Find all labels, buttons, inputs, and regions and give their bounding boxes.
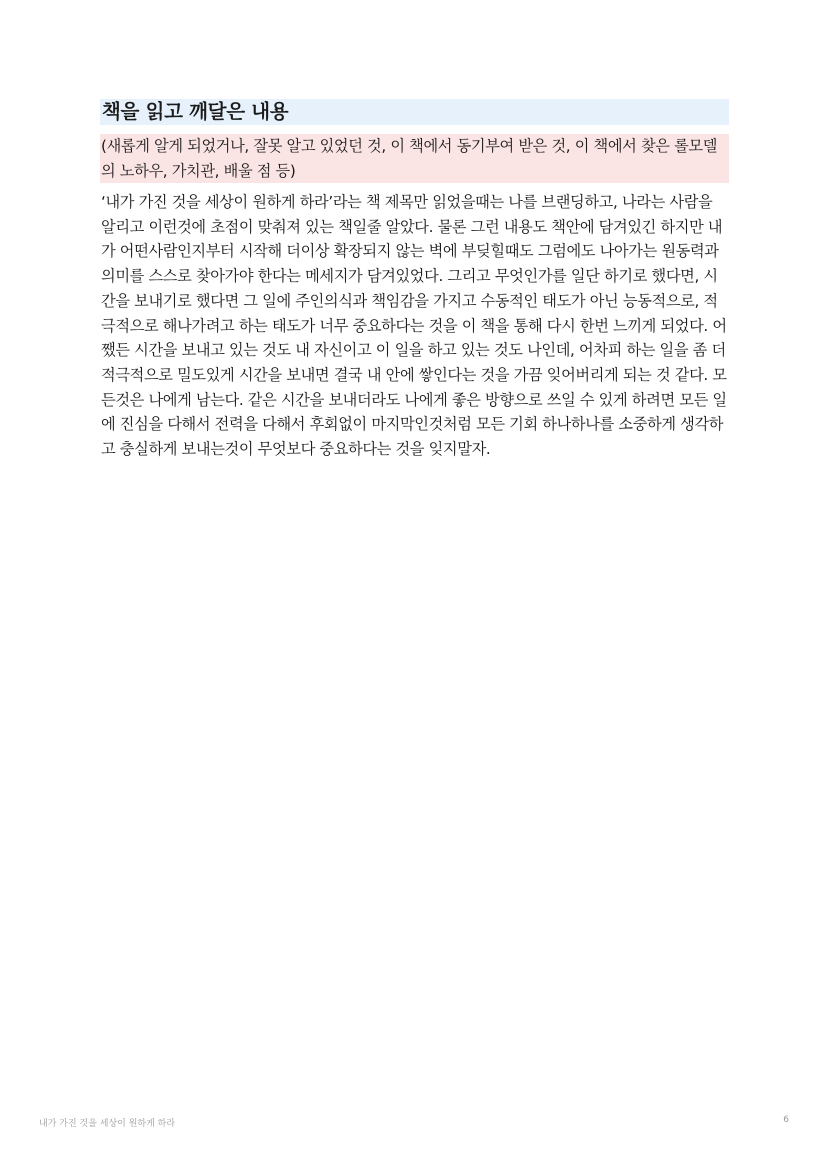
page-number: 6 xyxy=(783,1115,789,1125)
section-hint: (새롭게 알게 되었거나, 잘못 알고 있었던 것, 이 책에서 동기부여 받은 것, 이 책에서 찾은 롤모델의 노하우, 가치관, 배울 점 등) xyxy=(100,134,729,183)
section-heading: 책을 읽고 깨달은 내용 xyxy=(100,99,729,125)
document-content xyxy=(100,99,729,462)
section-body: ‘내가 가진 것을 세상이 원하게 하라’라는 책 제목만 읽었을때는 나를 브랜딩하고, 나라는 사람을 알리고 이런것에 초점이 맞춰져 있는 책일줄 알았다. 물론 그런 내용도 책안에 담겨있긴 하지만 내가 어떤사람인지부터 시작해 더이상 확장되지 않는 벽에 부딪힐때도 그럼에도 나아가는 원동력과 의미를 스스로 찾아가야 한다는 메세지가 담겨있었다. 그리고 무엇인가를 일단 하기로 했다면, 시간을 보내기로 했다면 그 일에 주인의식과 책임감을 가지고 수동적인 태도가 아닌 능동적으로, 적극적으로 해나가려고 하는 태도가 너무 중요하다는 것을 이 책을 통해 다시 한번 느끼게 되었다. 어쨌든 시간을 보내고 있는 것도 내 자신이고 이 일을 하고 있는 것도 나인데, 어차피 하는 일을 좀 더 적극적으로 밀도있게 시간을 보내면 결국 내 안에 쌓인다는 것을 가끔 잊어버리게 되는 것 같다. 모든것은 나에게 남는다. 같은 시간을 보내더라도 나에게 좋은 방향으로 쓰일 수 있게 하려면 모든 일에 진심을 다해서 전력을 다해서 후회없이 마지막인것처럼 모든 기회 하나하나를 소중하게 생각하고 충실하게 보내는것이 무엇보다 중요하다는 것을 잊지말자. xyxy=(101,193,727,459)
footer-book-title: 내가 가진 것을 세상이 원하게 하라 xyxy=(39,1119,176,1129)
